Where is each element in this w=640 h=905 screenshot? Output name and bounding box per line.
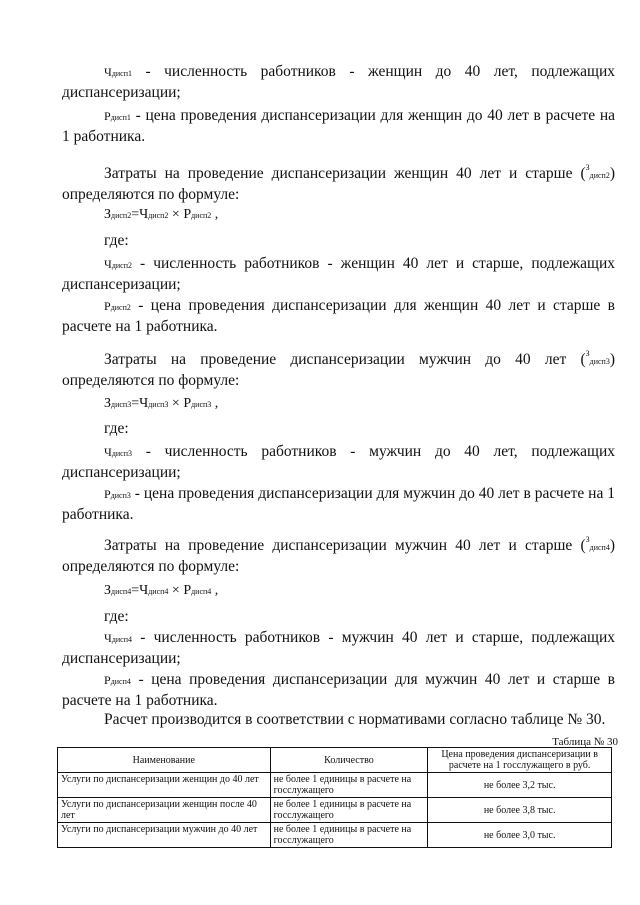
formula-z-sub: дисп4 — [111, 587, 132, 596]
formula-end: , — [211, 396, 219, 411]
formula-c-sub: дисп4 — [148, 587, 169, 596]
table-cell-name: Услуги по диспансеризации мужчин до 40 лет — [58, 823, 271, 848]
symbol-subscript: дисп4 — [111, 635, 132, 644]
paragraph-text-2: определяются по формуле: — [62, 558, 240, 575]
symbol: З — [585, 535, 590, 544]
paragraph-text-2: определяются по формуле: — [62, 372, 240, 389]
symbol: З — [585, 349, 590, 358]
formula-c: Ч — [139, 583, 149, 598]
symbol-subscript: дисп1 — [110, 113, 131, 122]
paragraph-text: Затраты на проведение диспансеризации мужчин 40 лет и старше ( — [104, 537, 586, 554]
symbol-subscript: дисп1 — [111, 69, 132, 78]
definition-price-women-under-40 — [62, 106, 615, 146]
formula-z: З — [104, 396, 112, 411]
paragraph-costs-men-under-40 — [62, 344, 615, 390]
symbol-subscript: дисп3 — [111, 449, 132, 458]
table-header-price: Цена проведения диспансеризации в расчете на 1 госслужащего в руб. — [428, 748, 612, 773]
table-row — [58, 773, 612, 798]
formula-times: × — [168, 207, 184, 222]
formula-r-sub: дисп4 — [191, 587, 212, 596]
table-header-row — [58, 748, 612, 773]
definition-text: - численность работников - мужчин 40 лет и старше, подлежащих диспансеризации; — [62, 629, 615, 667]
table-header-name: Наименование — [58, 748, 271, 773]
formula-c-sub: дисп3 — [148, 400, 169, 409]
paragraph-text: Затраты на проведение диспансеризации женщин 40 лет и старше ( — [104, 165, 586, 182]
formula-end: , — [211, 207, 219, 222]
formula-eq: = — [131, 583, 140, 598]
table-cell-quantity: не более 1 единицы в расчете на госслужащего — [270, 823, 428, 848]
where-label: где: — [104, 420, 129, 437]
definition-text: - численность работников - женщин до 40 лет, подлежащих диспансеризации; — [62, 63, 615, 101]
table-header-quantity: Количество — [270, 748, 428, 773]
symbol-subscript: дисп2 — [110, 303, 131, 312]
table-cell-price: не более 3,0 тыс. — [428, 823, 612, 848]
paragraph-costs-men-40-plus — [62, 530, 615, 576]
table-caption: Таблица № 30 — [552, 736, 618, 748]
formula-z-sub: дисп3 — [111, 400, 132, 409]
table-cell-price: не более 3,8 тыс. — [428, 798, 612, 823]
formula-c: Ч — [139, 207, 149, 222]
symbol-subscript: дисп3 — [589, 357, 610, 366]
definition-text: - цена проведения диспансеризации для женщин до 40 лет в расчете на 1 работника. — [62, 107, 615, 145]
table-row — [58, 823, 612, 848]
paren-close: ) — [609, 537, 615, 554]
formula-times: × — [168, 396, 184, 411]
symbol-subscript: дисп2 — [111, 261, 132, 270]
symbol: Р — [104, 109, 111, 123]
symbol: Ч — [104, 257, 112, 271]
formula-r: Р — [183, 583, 192, 598]
paragraph-text: Затраты на проведение диспансеризации мужчин до 40 лет ( — [104, 351, 586, 368]
table-row — [58, 798, 612, 823]
formula-r-sub: дисп3 — [191, 400, 212, 409]
definition-text: - цена проведения диспансеризации для мужчин до 40 лет в расчете на 1 работника. — [62, 485, 615, 523]
table-cell-name: Услуги по диспансеризации женщин после 40 лет — [58, 798, 271, 823]
where-label: где: — [104, 608, 129, 625]
table-cell-name: Услуги по диспансеризации женщин до 40 лет — [58, 773, 271, 798]
formula-eq: = — [131, 396, 140, 411]
formula-r: Р — [183, 396, 192, 411]
definition-price-men-under-40 — [62, 484, 615, 524]
norms-table — [57, 747, 612, 848]
paragraph-calculation-note: Расчет производится в соответствии с нормативами согласно таблице № 30. — [104, 711, 606, 728]
table-cell-price: не более 3,2 тыс. — [428, 773, 612, 798]
definition-headcount-men-40-plus — [62, 628, 615, 668]
symbol: Р — [104, 299, 111, 313]
formula-c-sub: дисп2 — [148, 211, 169, 220]
paren-close: ) — [609, 165, 615, 182]
formula-men-40-plus — [104, 583, 218, 599]
symbol: Р — [104, 487, 111, 501]
symbol: Р — [104, 673, 111, 687]
formula-men-under-40 — [104, 396, 218, 412]
symbol-subscript: дисп4 — [110, 677, 131, 686]
table-cell-quantity: не более 1 единицы в расчете на госслужащего — [270, 798, 428, 823]
definition-price-men-40-plus — [62, 670, 615, 710]
symbol-subscript: дисп3 — [110, 491, 131, 500]
where-label: где: — [104, 232, 129, 249]
formula-z-sub: дисп2 — [111, 211, 132, 220]
formula-women-40-plus — [104, 207, 218, 223]
formula-r: Р — [183, 207, 192, 222]
definition-price-women-40-plus — [62, 296, 615, 336]
definition-headcount-women-40-plus — [62, 254, 615, 294]
definition-text: - численность работников - мужчин до 40 лет, подлежащих диспансеризации; — [62, 443, 615, 481]
formula-eq: = — [131, 207, 140, 222]
formula-end: , — [211, 583, 219, 598]
definition-headcount-men-under-40 — [62, 442, 615, 482]
paragraph-text-2: определяются по формуле: — [62, 186, 240, 203]
definition-text: - численность работников - женщин 40 лет и старше, подлежащих диспансеризации; — [62, 255, 615, 293]
formula-c: Ч — [139, 396, 149, 411]
definition-text: - цена проведения диспансеризации для женщин 40 лет и старше в расчете на 1 работника. — [62, 297, 615, 335]
symbol-subscript: дисп4 — [589, 543, 610, 552]
symbol: Ч — [104, 445, 112, 459]
paren-close: ) — [609, 351, 615, 368]
formula-z: З — [104, 207, 112, 222]
formula-r-sub: дисп2 — [191, 211, 212, 220]
definition-text: - цена проведения диспансеризации для мужчин 40 лет и старше в расчете на 1 работника. — [62, 671, 615, 709]
table-cell-quantity: не более 1 единицы в расчете на госслужащего — [270, 773, 428, 798]
formula-z: З — [104, 583, 112, 598]
definition-headcount-women-under-40 — [62, 62, 615, 102]
symbol: Ч — [104, 631, 112, 645]
symbol-subscript: дисп2 — [589, 171, 610, 180]
formula-times: × — [168, 583, 184, 598]
symbol: Ч — [104, 65, 112, 79]
symbol: З — [585, 163, 590, 172]
paragraph-costs-women-40-plus — [62, 158, 615, 204]
